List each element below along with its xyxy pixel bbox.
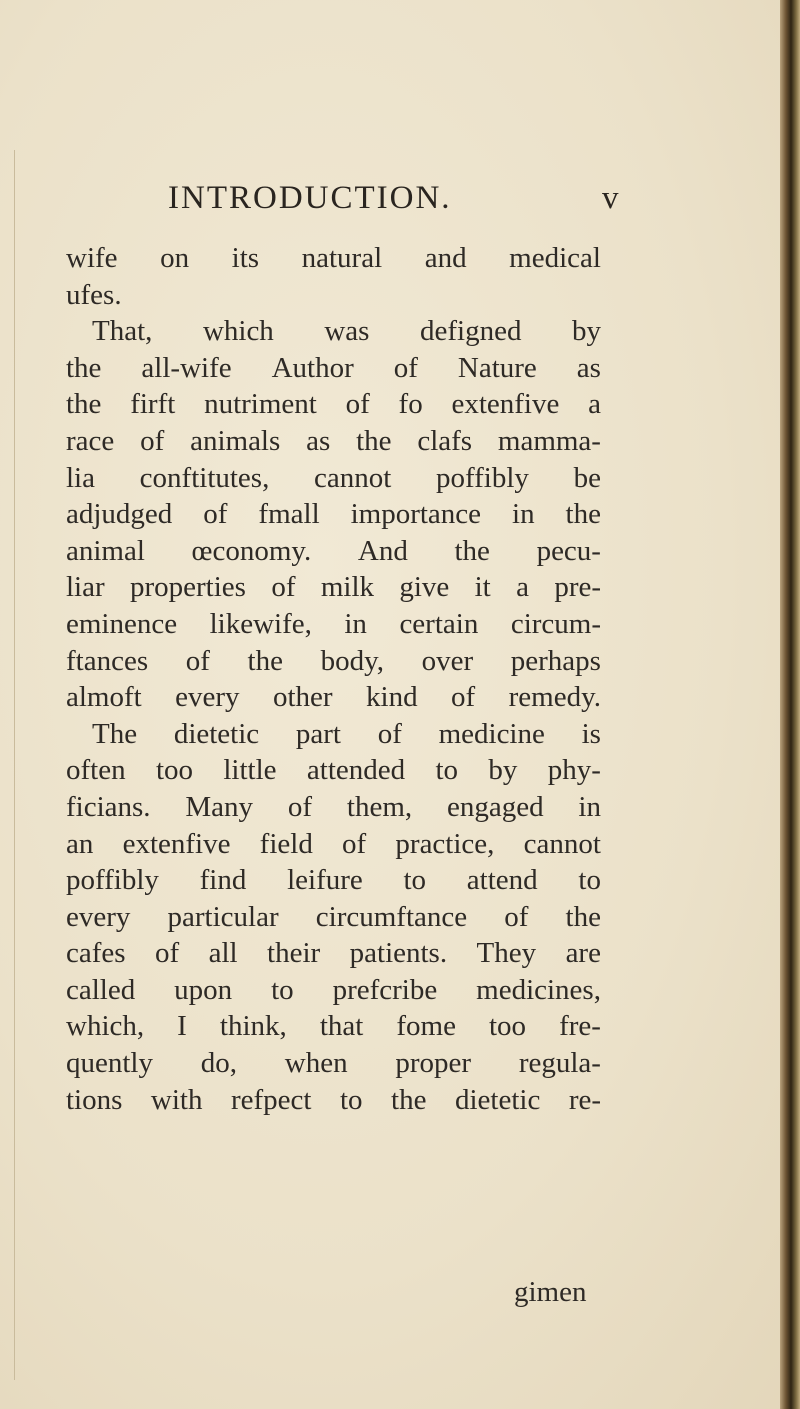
text-line: The dietetic part of medicine is: [92, 717, 601, 750]
text-line: the firft nutriment of fo extenfive a: [66, 388, 601, 421]
text-line: adjudged of fmall importance in the: [66, 498, 601, 531]
text-line: called upon to prefcribe medicines,: [66, 973, 601, 1006]
text-line: almoft every other kind of remedy.: [66, 681, 601, 714]
page-fold-line: [14, 150, 15, 1380]
text-line: an extenfive field of practice, cannot: [66, 827, 601, 860]
text-line: liar properties of milk give it a pre-: [66, 571, 601, 604]
text-line: That, which was defigned by: [92, 315, 601, 348]
text-line: ficians. Many of them, engaged in: [66, 790, 601, 823]
text-line: ufes.: [66, 278, 122, 311]
text-line: animal œconomy. And the pecu-: [66, 534, 601, 567]
text-line: the all-wife Author of Nature as: [66, 351, 601, 384]
running-header: [168, 180, 619, 217]
text-line: every particular circumftance of the: [66, 900, 601, 933]
text-line: ftances of the body, over perhaps: [66, 644, 601, 677]
page-number: v: [602, 180, 619, 216]
text-line: eminence likewife, in certain circum-: [66, 607, 601, 640]
text-line: often too little attended to by phy-: [66, 754, 601, 787]
binding-edge: [780, 0, 800, 1409]
header-title: INTRODUCTION.: [168, 180, 452, 216]
text-line: race of animals as the clafs mamma-: [66, 424, 601, 457]
text-line: wife on its natural and medical: [66, 242, 601, 274]
text-line: tions with refpect to the dietetic re-: [66, 1083, 601, 1116]
body-text: [66, 240, 601, 1118]
text-line: which, I think, that fome too fre-: [66, 1010, 601, 1043]
text-line: poffibly find leifure to attend to: [66, 864, 601, 897]
text-line: cafes of all their patients. They are: [66, 937, 601, 970]
text-line: lia conftitutes, cannot poffibly be: [66, 461, 601, 494]
catchword: gimen: [514, 1276, 587, 1308]
text-line: quently do, when proper regula-: [66, 1047, 601, 1080]
